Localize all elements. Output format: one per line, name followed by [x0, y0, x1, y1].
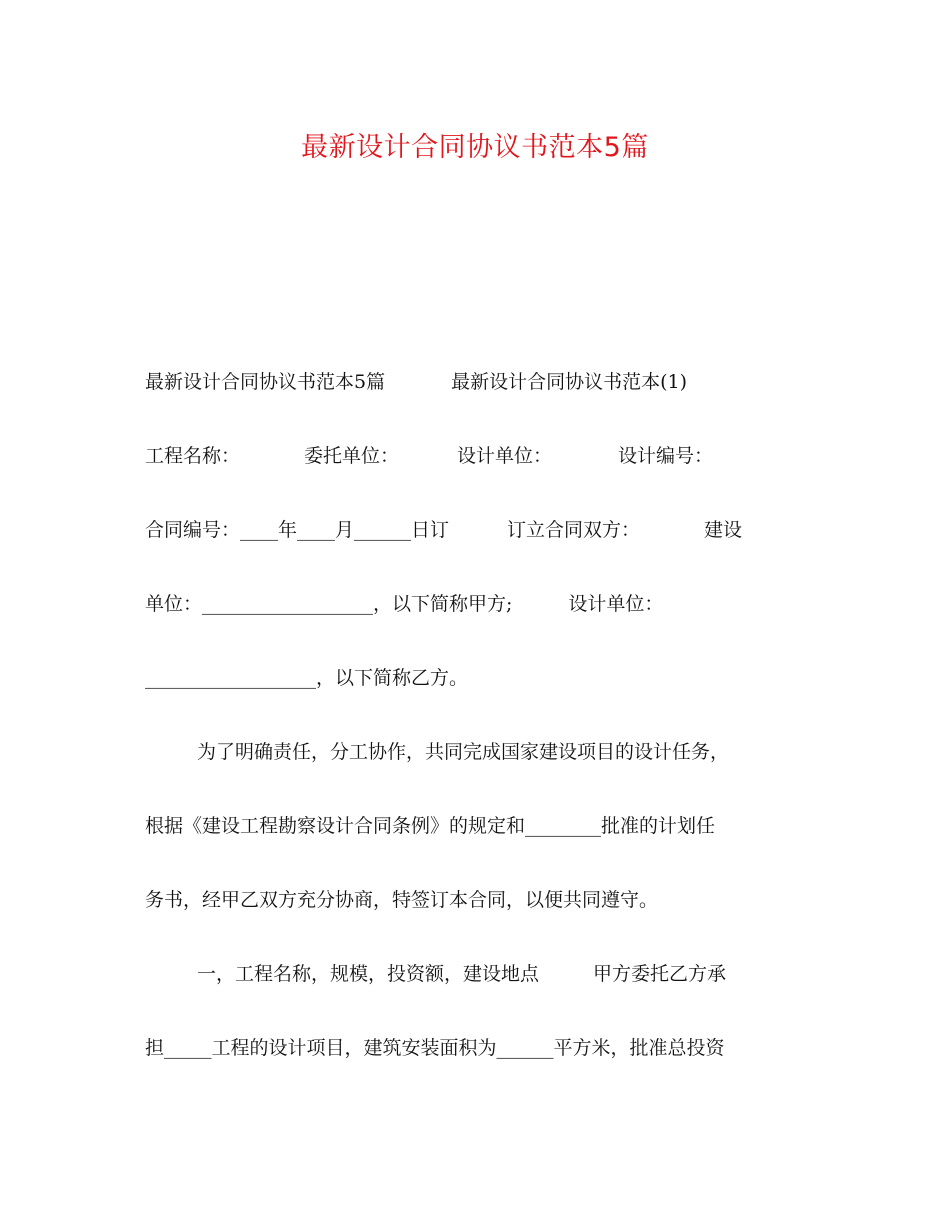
body-line-6: [145, 732, 805, 806]
body-line-9: [145, 954, 805, 1028]
subheading-text: 最新设计合同协议书范本(1): [451, 371, 688, 393]
party-a-text: 单位：__________________，以下简称甲方;: [145, 593, 513, 615]
body-line-3: [145, 510, 805, 584]
body-line-4: [145, 584, 805, 658]
body-line-10: [145, 1028, 805, 1102]
project-name-label: 工程名称：: [145, 445, 241, 467]
paragraph-text: 为了明确责任，分工协作，共同完成国家建设项目的设计任务，: [197, 741, 730, 763]
construction-text: 建设: [704, 519, 743, 541]
party-b-text: __________________，以下简称乙方。: [145, 667, 469, 689]
section-heading: 一，工程名称，规模，投资额，建设地点: [197, 963, 540, 985]
designer-label: 设计单位：: [457, 445, 553, 467]
paragraph-text: 务书，经甲乙双方充分协商，特签订本合同，以便共同遵守。: [145, 889, 659, 911]
parties-label: 订立合同双方：: [507, 519, 641, 541]
client-label: 委托单位：: [304, 445, 400, 467]
section-text: 甲方委托乙方承: [593, 963, 727, 985]
paragraph-text: 担_____工程的设计项目，建筑安装面积为______平方米，批准总投资: [145, 1037, 725, 1059]
document-title: 最新设计合同协议书范本5篇: [301, 132, 649, 163]
contract-number-text: 合同编号：____年____月______日订: [145, 519, 450, 541]
body-line-5: [145, 658, 805, 732]
designer-label-2: 设计单位：: [568, 593, 664, 615]
design-number-label: 设计编号：: [618, 445, 714, 467]
body-line-7: [145, 806, 805, 880]
body-line-8: [145, 880, 805, 954]
document-body: [145, 362, 805, 1102]
paragraph-text: 根据《建设工程勘察设计合同条例》的规定和________批准的计划任: [145, 815, 716, 837]
heading-text: 最新设计合同协议书范本5篇: [145, 371, 386, 393]
body-line-1: [145, 362, 805, 436]
body-line-2: [145, 436, 805, 510]
